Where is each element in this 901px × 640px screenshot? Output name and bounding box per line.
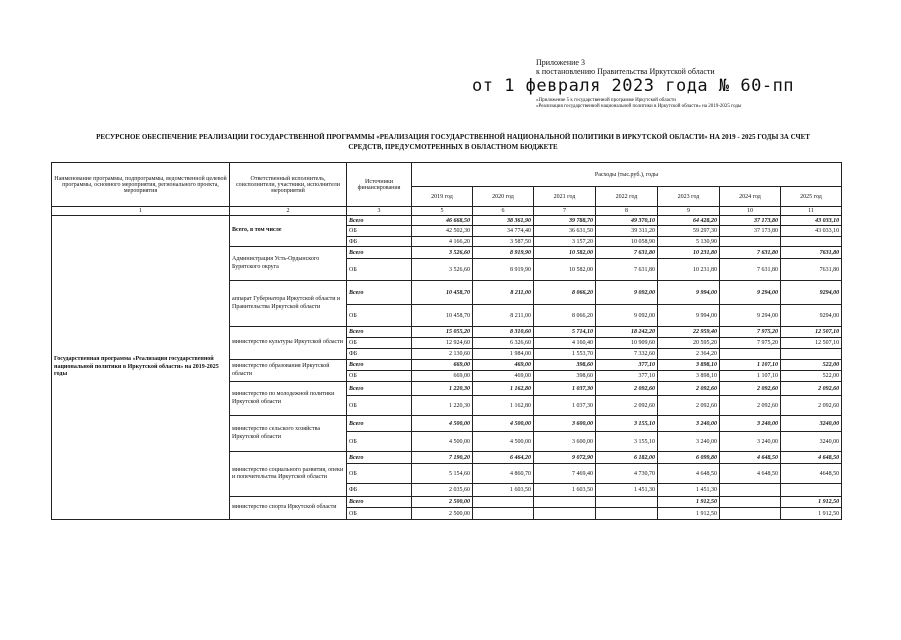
- expense-value: 9 294,00: [720, 281, 781, 305]
- executor-name: министерство спорта Иркутской области: [230, 497, 347, 520]
- column-index: 8: [596, 207, 658, 216]
- expense-value: 3 240,00: [658, 432, 720, 452]
- expense-value: 3 587,50: [473, 237, 534, 247]
- expense-value: 2 092,60: [596, 396, 658, 416]
- expense-value: 7 469,40: [534, 464, 596, 484]
- expense-value: 2 092,60: [720, 382, 781, 396]
- expense-value: 4 648,50: [658, 464, 720, 484]
- program-name: Государственная программа «Реализация государственной национальной политики в Иркутской области» на 2019-2025 годы: [52, 216, 230, 520]
- column-index: 1: [52, 207, 230, 216]
- expense-value: 12 924,60: [412, 338, 473, 349]
- expense-value: 22 959,40: [658, 327, 720, 338]
- executor-name: министерство культуры Иркутской области: [230, 327, 347, 360]
- col-header-executor: Ответственный исполнитель, соисполнители, участники, исполнители мероприятий: [230, 163, 347, 207]
- col-header-year: 2022 год: [596, 187, 658, 207]
- expense-value: 1 912,50: [658, 508, 720, 520]
- expense-value: 3 600,00: [534, 432, 596, 452]
- executor-name: аппарат Губернатора Иркутской области и Правительства Иркутской области: [230, 281, 347, 327]
- funding-source: Всего: [347, 416, 412, 432]
- expense-value: 1 107,10: [720, 360, 781, 371]
- expense-value: 469,00: [473, 360, 534, 371]
- expense-value: [781, 484, 842, 497]
- expense-value: 9 092,00: [596, 281, 658, 305]
- expense-value: 2 364,20: [658, 349, 720, 360]
- col-header-year: 2025 год: [781, 187, 842, 207]
- expense-value: 1 162,80: [473, 382, 534, 396]
- expense-value: 522,00: [781, 360, 842, 371]
- expense-value: 8 919,90: [473, 247, 534, 259]
- expense-value: 7 975,20: [720, 327, 781, 338]
- expense-value: 6 182,00: [596, 452, 658, 464]
- expense-value: 1 912,50: [658, 497, 720, 508]
- expense-value: 4 730,70: [596, 464, 658, 484]
- expense-value: 6 464,20: [473, 452, 534, 464]
- funding-source: Всего: [347, 327, 412, 338]
- expense-value: [720, 497, 781, 508]
- col-header-year: 2021 год: [534, 187, 596, 207]
- expense-value: 1 912,50: [781, 508, 842, 520]
- column-index: 5: [412, 207, 473, 216]
- funding-source: Всего: [347, 452, 412, 464]
- expense-value: 4 648,50: [720, 452, 781, 464]
- expense-value: 4 648,50: [720, 464, 781, 484]
- expense-value: 8 066,20: [534, 305, 596, 327]
- funding-source: ОБ: [347, 259, 412, 281]
- expense-value: 9 994,00: [658, 281, 720, 305]
- expense-value: [596, 497, 658, 508]
- expense-value: 2 092,60: [658, 396, 720, 416]
- expense-value: 9 092,00: [596, 305, 658, 327]
- expense-value: 5 154,60: [412, 464, 473, 484]
- expense-value: 4 500,00: [412, 432, 473, 452]
- expense-value: 669,00: [412, 360, 473, 371]
- executor-name: Всего, в том числе: [230, 216, 347, 247]
- expense-value: 377,10: [596, 360, 658, 371]
- col-header-year: 2019 год: [412, 187, 473, 207]
- funding-source: ОБ: [347, 508, 412, 520]
- expense-value: 2 092,60: [596, 382, 658, 396]
- expense-value: 4648,50: [781, 464, 842, 484]
- expense-value: 3 526,60: [412, 247, 473, 259]
- col-header-year: 2024 год: [720, 187, 781, 207]
- expense-value: 8 211,00: [473, 281, 534, 305]
- expense-value: 469,00: [473, 371, 534, 382]
- expense-value: 49 370,10: [596, 216, 658, 226]
- expense-value: 1 451,30: [658, 484, 720, 497]
- program-name-ref: «Реализация государственной национальной политики в Иркутской области» на 2019-2025 годы: [536, 103, 742, 109]
- appendix-number: Приложение 3: [536, 58, 585, 67]
- expense-value: 1 553,70: [534, 349, 596, 360]
- funding-source: ОБ: [347, 432, 412, 452]
- expense-value: [473, 508, 534, 520]
- program-appendix-ref: «Приложение 5 к государственной программе Иркутской области: [536, 97, 676, 103]
- expense-value: 398,60: [534, 360, 596, 371]
- expense-value: 6 099,80: [658, 452, 720, 464]
- expense-value: 2 092,60: [720, 396, 781, 416]
- appendix-reference: к постановлению Правительства Иркутской области: [536, 67, 715, 77]
- expense-value: [720, 508, 781, 520]
- expense-value: 37 173,80: [720, 216, 781, 226]
- expense-value: 2 092,60: [658, 382, 720, 396]
- expense-value: 3240,00: [781, 416, 842, 432]
- expense-value: 7 631,80: [720, 247, 781, 259]
- expense-value: 1 220,30: [412, 382, 473, 396]
- expense-value: 3240,00: [781, 432, 842, 452]
- expense-value: 2 092,60: [781, 382, 842, 396]
- expense-value: 20 595,20: [658, 338, 720, 349]
- expense-value: 1 603,50: [473, 484, 534, 497]
- expense-value: 3 155,10: [596, 416, 658, 432]
- expense-value: 2 092,60: [781, 396, 842, 416]
- expense-value: 4 500,00: [473, 416, 534, 432]
- expense-value: 4 166,20: [412, 237, 473, 247]
- column-index: 9: [658, 207, 720, 216]
- resolution-date: от 1 февраля 2023 года № 60-пп: [472, 76, 795, 97]
- expense-value: [596, 508, 658, 520]
- column-index: 6: [473, 207, 534, 216]
- document-header: [472, 58, 866, 109]
- expense-value: 34 774,40: [473, 226, 534, 237]
- expense-value: 7 975,20: [720, 338, 781, 349]
- expense-value: 3 157,20: [534, 237, 596, 247]
- expense-value: 1 037,30: [534, 382, 596, 396]
- col-header-source: Источники финансирования: [347, 163, 412, 207]
- expense-value: 10 582,00: [534, 247, 596, 259]
- expense-value: 64 428,20: [658, 216, 720, 226]
- expense-value: 6 326,60: [473, 338, 534, 349]
- expense-value: 38 361,90: [473, 216, 534, 226]
- funding-source: ОБ: [347, 396, 412, 416]
- expense-value: 43 033,10: [781, 216, 842, 226]
- expense-value: [781, 349, 842, 360]
- expense-value: 3 898,10: [658, 360, 720, 371]
- funding-source: ОБ: [347, 338, 412, 349]
- expense-value: 39 311,20: [596, 226, 658, 237]
- expense-value: 12 507,10: [781, 338, 842, 349]
- title-line-2: СРЕДСТВ, ПРЕДУСМОТРЕННЫХ В ОБЛАСТНОМ БЮДЖЕТЕ: [348, 142, 558, 151]
- expense-value: 1 603,50: [534, 484, 596, 497]
- expense-value: 1 162,80: [473, 396, 534, 416]
- expense-value: 12 507,10: [781, 327, 842, 338]
- expense-value: [473, 497, 534, 508]
- executor-name: министерство социального развития, опеки и попечительства Иркутской области: [230, 452, 347, 497]
- expense-value: 5 714,10: [534, 327, 596, 338]
- expense-value: 1 220,30: [412, 396, 473, 416]
- funding-source: ФБ: [347, 349, 412, 360]
- expense-value: 1 451,30: [596, 484, 658, 497]
- expense-value: 8 919,90: [473, 259, 534, 281]
- expense-value: 8 310,60: [473, 327, 534, 338]
- executor-name: министерство по молодежной политики Иркутской области: [230, 382, 347, 416]
- expense-value: 8 211,00: [473, 305, 534, 327]
- expense-value: 3 155,10: [596, 432, 658, 452]
- col-header-year: 2023 год: [658, 187, 720, 207]
- expense-value: 15 055,20: [412, 327, 473, 338]
- expense-value: 3 898,10: [658, 371, 720, 382]
- expense-value: 4 160,40: [534, 338, 596, 349]
- expense-value: [720, 349, 781, 360]
- expense-value: 7631,80: [781, 259, 842, 281]
- column-index: 10: [720, 207, 781, 216]
- expense-value: 7 631,80: [596, 247, 658, 259]
- funding-source: ОБ: [347, 464, 412, 484]
- funding-source: ОБ: [347, 305, 412, 327]
- expense-value: 2 500,00: [412, 508, 473, 520]
- funding-source: Всего: [347, 360, 412, 371]
- expense-value: 7631,80: [781, 247, 842, 259]
- funding-source: Всего: [347, 382, 412, 396]
- expense-value: 7 190,20: [412, 452, 473, 464]
- expense-value: [720, 237, 781, 247]
- funding-source: ОБ: [347, 226, 412, 237]
- expense-value: 9294,00: [781, 305, 842, 327]
- column-index: 2: [230, 207, 347, 216]
- expense-value: 8 066,20: [534, 281, 596, 305]
- resource-table: [51, 162, 842, 520]
- funding-source: ФБ: [347, 484, 412, 497]
- expense-value: 398,60: [534, 371, 596, 382]
- expense-value: 3 526,60: [412, 259, 473, 281]
- col-header-expenses: Расходы (тыс.руб.), годы: [412, 163, 842, 187]
- expense-value: [720, 484, 781, 497]
- expense-value: 9 994,00: [658, 305, 720, 327]
- expense-value: 4 648,50: [781, 452, 842, 464]
- funding-source: ОБ: [347, 371, 412, 382]
- expense-value: 10 458,70: [412, 281, 473, 305]
- expense-value: 1 912,50: [781, 497, 842, 508]
- expense-value: 43 033,10: [781, 226, 842, 237]
- expense-value: 4 860,70: [473, 464, 534, 484]
- funding-source: ФБ: [347, 237, 412, 247]
- expense-value: 1 984,00: [473, 349, 534, 360]
- expense-value: 46 668,50: [412, 216, 473, 226]
- expense-value: 10 909,60: [596, 338, 658, 349]
- expense-value: 10 458,70: [412, 305, 473, 327]
- expense-value: 39 788,70: [534, 216, 596, 226]
- expense-value: 2 035,60: [412, 484, 473, 497]
- document-title: [58, 133, 848, 153]
- funding-source: Всего: [347, 247, 412, 259]
- expense-value: 1 037,30: [534, 396, 596, 416]
- expense-value: 5 130,90: [658, 237, 720, 247]
- executor-name: Администрация Усть-Ордынского Бурятского округа: [230, 247, 347, 281]
- expense-value: 10 058,90: [596, 237, 658, 247]
- expense-value: 669,00: [412, 371, 473, 382]
- expense-value: 42 502,30: [412, 226, 473, 237]
- expense-value: 377,10: [596, 371, 658, 382]
- expense-value: 9 072,90: [534, 452, 596, 464]
- funding-source: Всего: [347, 216, 412, 226]
- expense-value: 3 240,00: [720, 416, 781, 432]
- expense-value: [534, 508, 596, 520]
- expense-value: 2 130,60: [412, 349, 473, 360]
- expense-value: 3 240,00: [658, 416, 720, 432]
- column-index: 3: [347, 207, 412, 216]
- funding-source: Всего: [347, 497, 412, 508]
- expense-value: [534, 497, 596, 508]
- title-line-1: РЕСУРСНОЕ ОБЕСПЕЧЕНИЕ РЕАЛИЗАЦИИ ГОСУДАРСТВЕННОЙ ПРОГРАММЫ «РЕАЛИЗАЦИЯ ГОСУДАРСТВЕННОЙ НАЦИОНАЛЬНОЙ ПОЛИТИКИ В ИРКУТСКОЙ ОБЛАСТИ» НА 2019 - 2025 ГОДЫ ЗА СЧЕТ: [96, 133, 810, 141]
- column-index: 7: [534, 207, 596, 216]
- expense-value: 1 107,10: [720, 371, 781, 382]
- expense-value: 36 631,50: [534, 226, 596, 237]
- expense-value: 4 500,00: [412, 416, 473, 432]
- expense-value: 7 631,80: [720, 259, 781, 281]
- expense-value: 3 240,00: [720, 432, 781, 452]
- expense-value: [781, 237, 842, 247]
- expense-value: 7 332,60: [596, 349, 658, 360]
- expense-value: 18 242,20: [596, 327, 658, 338]
- col-header-year: 2020 год: [473, 187, 534, 207]
- funding-source: Всего: [347, 281, 412, 305]
- expense-value: 10 231,80: [658, 259, 720, 281]
- expense-value: 9 294,00: [720, 305, 781, 327]
- executor-name: министерство образования Иркутской области: [230, 360, 347, 382]
- expense-value: 4 500,00: [473, 432, 534, 452]
- expense-value: 2 500,00: [412, 497, 473, 508]
- expense-value: 522,00: [781, 371, 842, 382]
- executor-name: министерство сельского хозяйства Иркутской области: [230, 416, 347, 452]
- expense-value: 7 631,80: [596, 259, 658, 281]
- expense-value: 59 297,30: [658, 226, 720, 237]
- column-index: 11: [781, 207, 842, 216]
- expense-value: 9294,00: [781, 281, 842, 305]
- expense-value: 3 600,00: [534, 416, 596, 432]
- col-header-name: Наименование программы, подпрограммы, ведомственной целевой программы, основного мероприятия, регионального проекта, мероприятия: [52, 163, 230, 207]
- table-row: [52, 216, 842, 226]
- expense-value: 37 173,80: [720, 226, 781, 237]
- expense-value: 10 231,80: [658, 247, 720, 259]
- expense-value: 10 582,00: [534, 259, 596, 281]
